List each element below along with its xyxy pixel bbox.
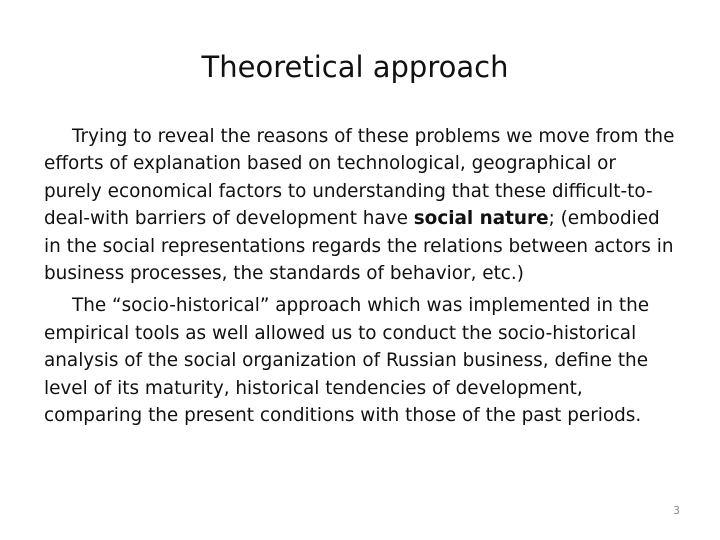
paragraph-1: [44, 123, 676, 287]
paragraph-1-bold-text: social nature: [413, 208, 549, 230]
slide-body: [44, 123, 676, 434]
slide-title: Theoretical approach: [201, 50, 509, 84]
page-number: 3: [673, 504, 680, 517]
paragraph-1-text-start: Trying to reveal the reasons of these problems we move from the efforts of explanation based on technological, geographical or purely economical factors to understanding that these difficult-to-deal-with barriers of development have: [44, 126, 675, 230]
paragraph-1-text-end: ; (embodied in the social representations regards the relations between actors in business processes, the standards of behavior, etc.): [44, 208, 674, 285]
paragraph-2: The “socio-historical” approach which was implemented in the empirical tools as well allowed us to conduct the socio-historical analysis of the social organization of Russian business, define the level of its maturity, historical tendencies of development, comparing the present conditions with those of the past periods.: [44, 295, 650, 427]
